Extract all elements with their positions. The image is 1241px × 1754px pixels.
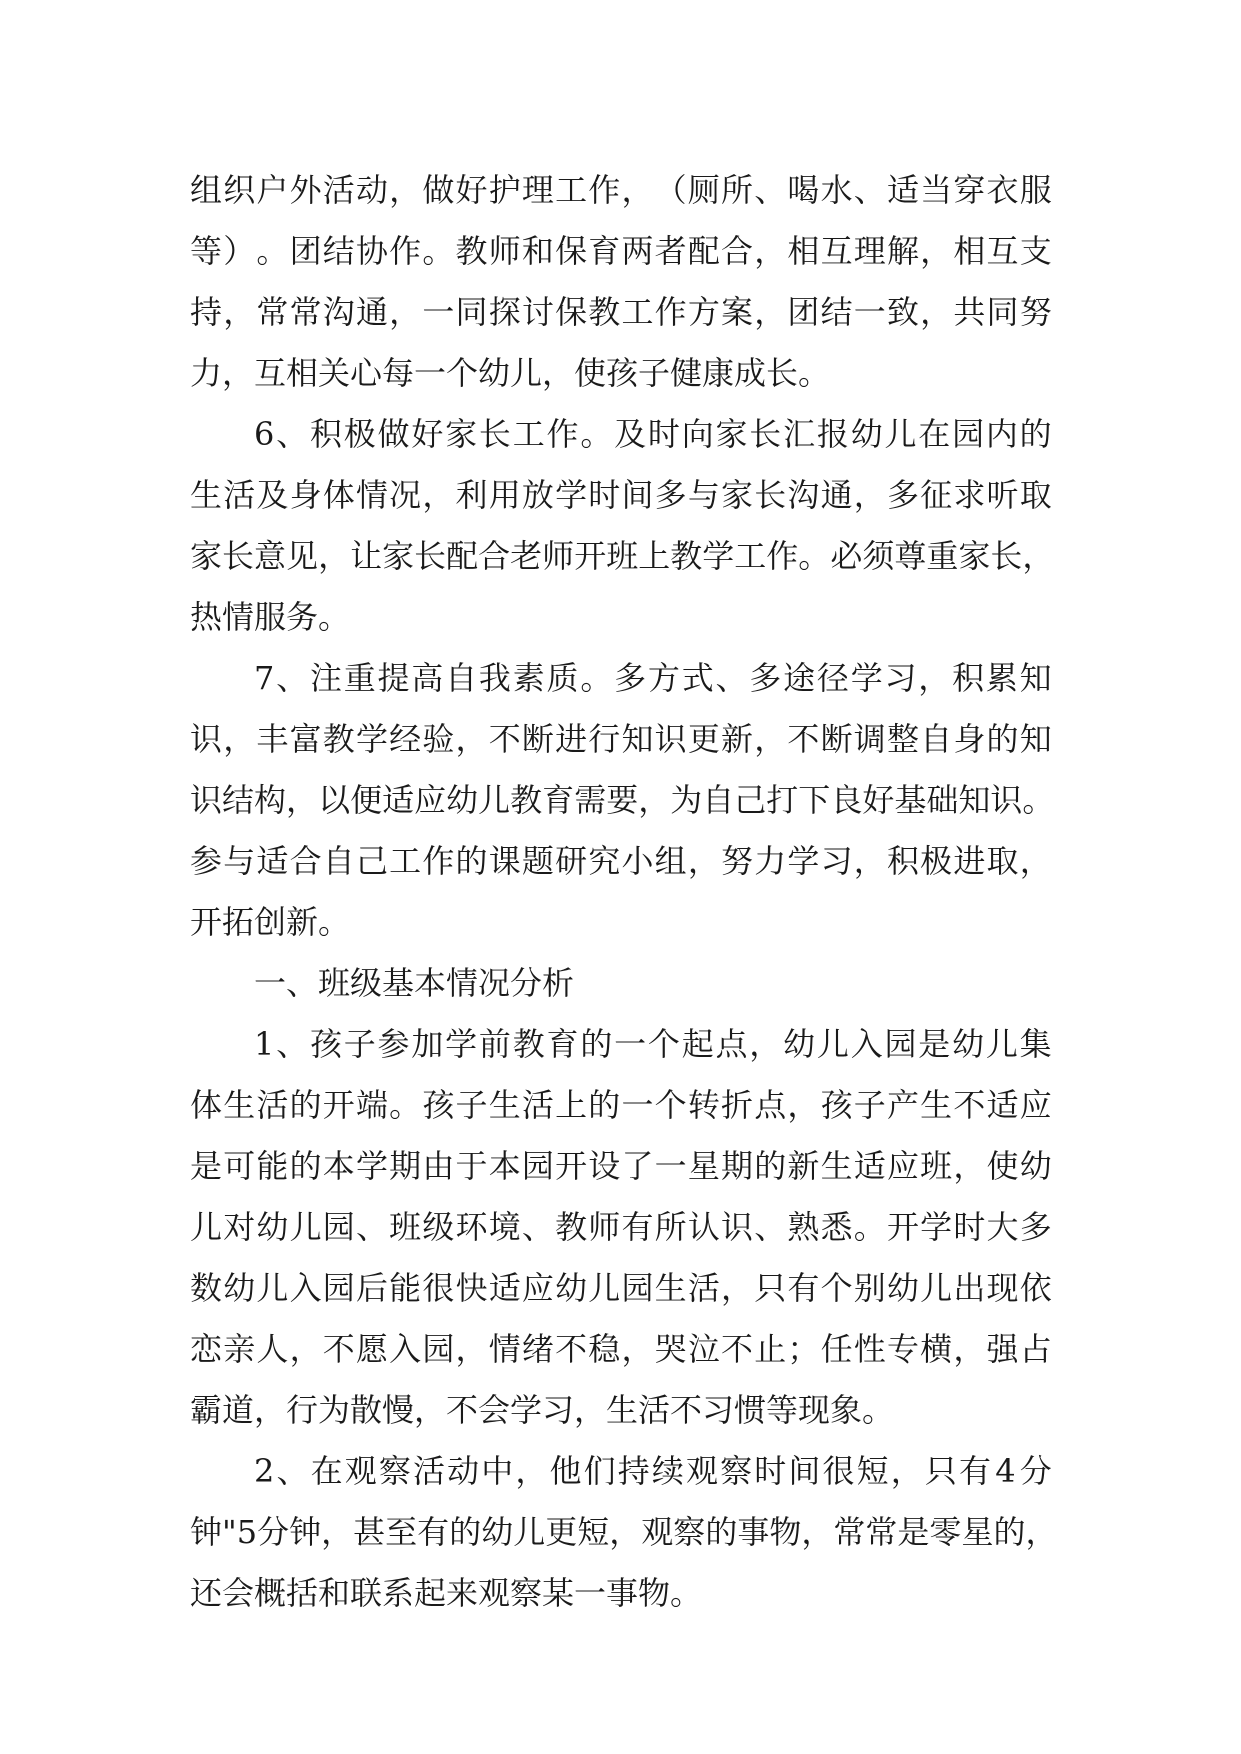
- text-line: 儿 对 幼 儿 园 、 班 级 环 境 、 教 师 有 所 认 识 、 熟 悉 。 开 学 时 大 多: [190, 1208, 1052, 1246]
- text-line: 生 活 及 身 体 情 况 ， 利 用 放 学 时 间 多 与 家 长 沟 通 ， 多 征 求 听 取: [190, 476, 1052, 514]
- text-line: 是 可 能 的 本 学 期 由 于 本 园 开 设 了 一 星 期 的 新 生 适 应 班 ， 使 幼: [190, 1147, 1052, 1185]
- text-line: 持 ， 常 常 沟 通 ， 一 同 探 讨 保 教 工 作 方 案 ， 团 结 一 致 ， 共 同 努: [190, 293, 1052, 331]
- text-line: 6 、 积 极 做 好 家 长 工 作 。 及 时 向 家 长 汇 报 幼 儿 在 园 内 的: [254, 415, 1052, 453]
- text-line: 2 、 在 观 察 活 动 中 ， 他 们 持 续 观 察 时 间 很 短 ， 只 有 4 分: [254, 1452, 1052, 1490]
- text-line: 恋 亲 人 ， 不 愿 入 园 ， 情 绪 不 稳 ， 哭 泣 不 止 ； 任 性 专 横 ， 强 占: [190, 1330, 1052, 1368]
- text-line: 数 幼 儿 入 园 后 能 很 快 适 应 幼 儿 园 生 活 ， 只 有 个 别 幼 儿 出 现 依: [190, 1269, 1052, 1307]
- text-line: 识 ， 丰 富 教 学 经 验 ， 不 断 进 行 知 识 更 新 ， 不 断 调 整 自 身 的 知: [190, 720, 1052, 758]
- text-line: 家 长 意 见 ， 让 家 长 配 合 老 师 开 班 上 教 学 工 作 。 必 须 尊 重 家 长 ，: [190, 537, 1055, 575]
- text-line: 组 织 户 外 活 动 ， 做 好 护 理 工 作 ， （ 厕 所 、 喝 水 、 适 当 穿 衣 服: [190, 171, 1052, 209]
- text-line: 体 生 活 的 开 端 。 孩 子 生 活 上 的 一 个 转 折 点 ， 孩 子 产 生 不 适 应: [190, 1086, 1052, 1124]
- text-line: 识 结 构 ， 以 便 适 应 幼 儿 教 育 需 要 ， 为 自 己 打 下 良 好 基 础 知 识 。: [190, 781, 1055, 819]
- text-line: 7 、 注 重 提 高 自 我 素 质 。 多 方 式 、 多 途 径 学 习 ， 积 累 知: [254, 659, 1052, 697]
- text-line: 霸道，行为散慢，不会学习，生活不习惯等现象。: [190, 1391, 895, 1429]
- section-heading: 一、班级基本情况分析: [254, 964, 575, 1002]
- document-body: [190, 160, 1058, 1624]
- text-line: 热情服务。: [190, 598, 351, 636]
- text-line: 参 与 适 合 自 己 工 作 的 课 题 研 究 小 组 ， 努 力 学 习 ， 积 极 进 取 ，: [190, 842, 1052, 880]
- text-line: 力，互相关心每一个幼儿，使孩子健康成长。: [190, 354, 831, 392]
- text-line: 1 、 孩 子 参 加 学 前 教 育 的 一 个 起 点 ， 幼 儿 入 园 是 幼 儿 集: [254, 1025, 1052, 1063]
- text-line: 还会概括和联系起来观察某一事物。: [190, 1574, 703, 1612]
- text-line: 开拓创新。: [190, 903, 351, 941]
- text-line: 钟 " 5 分 钟 ， 甚 至 有 的 幼 儿 更 短 ， 观 察 的 事 物 ， 常 常 是 零 星 的 ，: [190, 1513, 1058, 1551]
- text-line: 等 ） 。 团 结 协 作 。 教 师 和 保 育 两 者 配 合 ， 相 互 理 解 ， 相 互 支: [190, 232, 1052, 270]
